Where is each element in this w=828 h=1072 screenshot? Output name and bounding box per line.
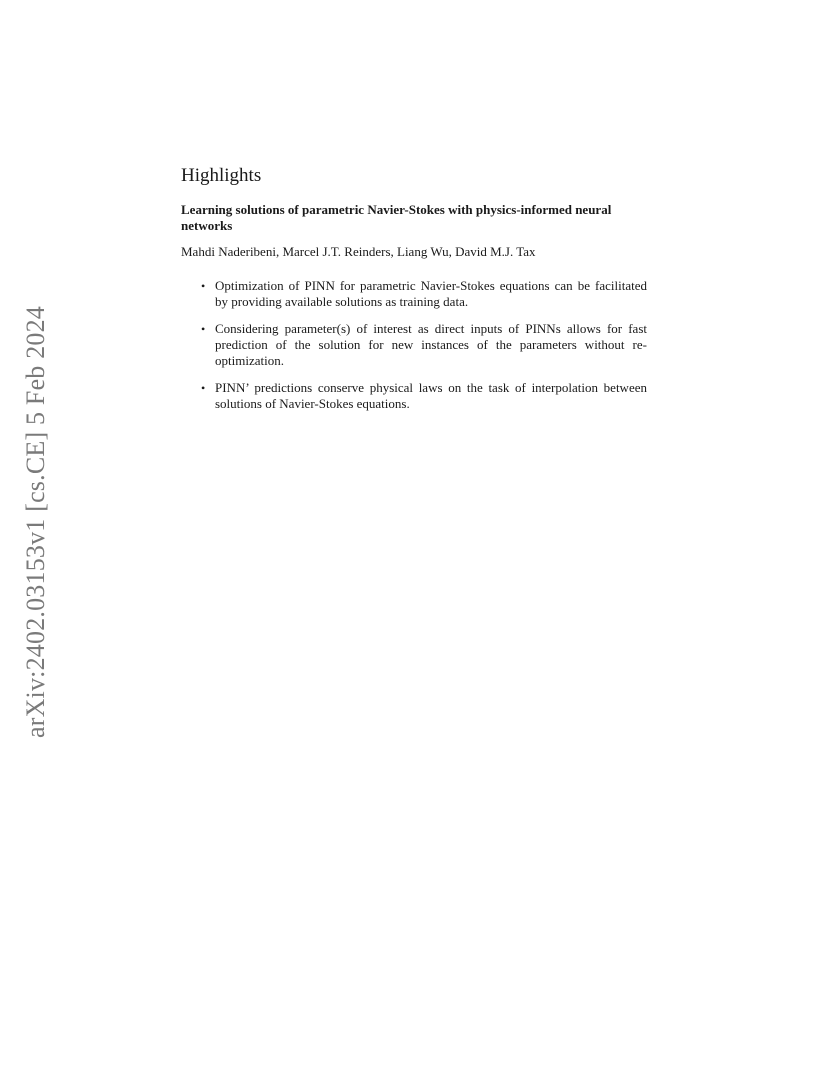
bullet-icon: • xyxy=(201,279,206,293)
highlights-list xyxy=(181,278,647,412)
highlight-item xyxy=(201,278,647,310)
paper-title: Learning solutions of parametric Navier-Stokes with physics-informed neural networks xyxy=(181,202,612,233)
bullet-icon: • xyxy=(201,322,206,336)
highlights-section xyxy=(181,164,647,423)
bullet-icon: • xyxy=(201,381,206,395)
highlight-text: Optimization of PINN for parametric Navier-Stokes equations can be facilitated by providing available solutions as training data. xyxy=(215,278,647,309)
author-list: Mahdi Naderibeni, Marcel J.T. Reinders, Liang Wu, David M.J. Tax xyxy=(181,244,536,259)
arxiv-identifier-stamp: arXiv:2402.03153v1 [cs.CE] 5 Feb 2024 xyxy=(21,305,50,739)
highlight-text: PINN’ predictions conserve physical laws on the task of interpolation between solutions of Navier-Stokes equations. xyxy=(215,380,647,411)
highlight-item xyxy=(201,321,647,369)
highlights-heading: Highlights xyxy=(181,165,262,186)
highlight-item xyxy=(201,380,647,412)
highlight-text: Considering parameter(s) of interest as direct inputs of PINNs allows for fast prediction of the solution for new instances of the parameters without re-optimization. xyxy=(215,321,647,368)
